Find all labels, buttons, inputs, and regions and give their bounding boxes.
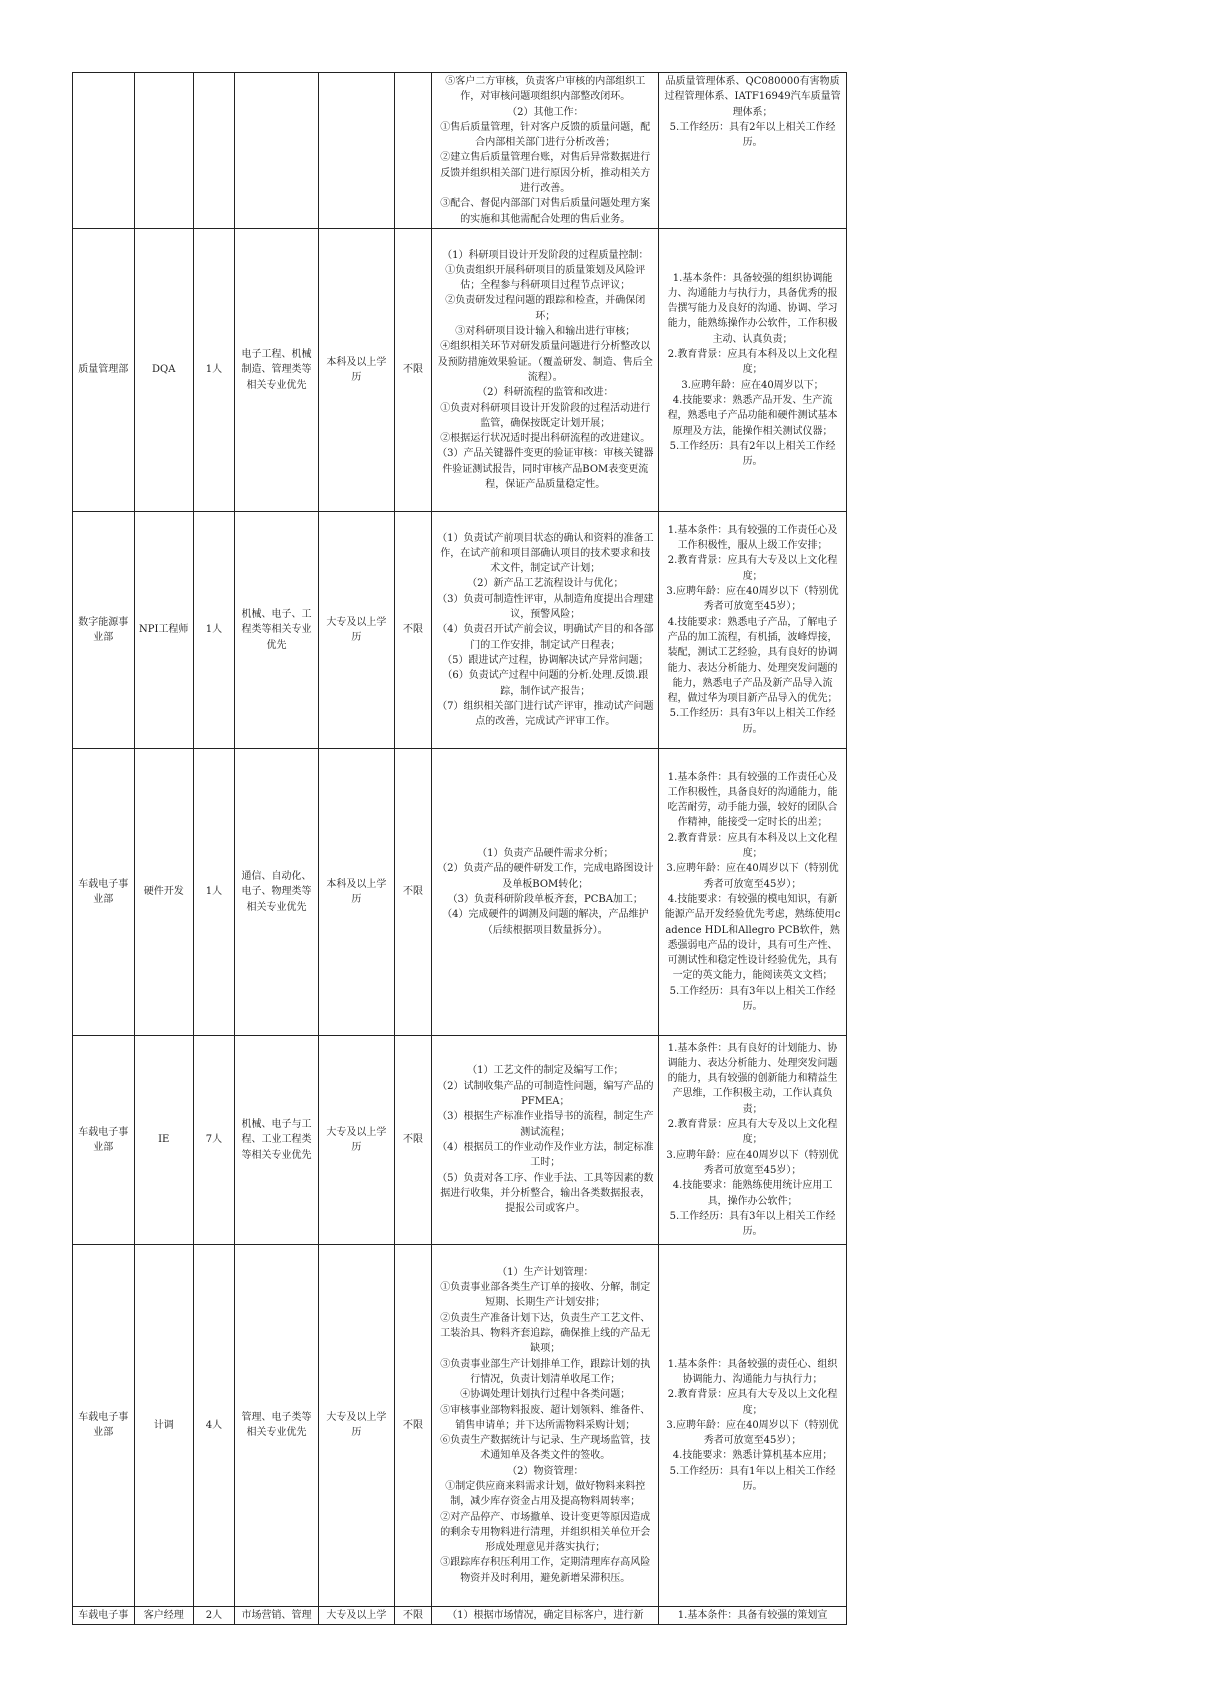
education-cell: 本科及以上学历 [319,748,395,1035]
age-cell: 不限 [394,1606,432,1624]
position-cell: 硬件开发 [134,748,193,1035]
duty-line: （1）科研项目设计开发阶段的过程质量控制： [442,249,649,261]
dept-cell: 数字能源事业部 [73,511,135,748]
requirement-line: 5.工作经历：具有2年以上相关工作经历。 [669,121,836,149]
duty-line: （2）科研流程的监管和改进： [477,387,614,399]
requirements-cell [659,73,847,229]
major-cell: 通信、自动化、电子、物理类等相关专业优先 [234,748,318,1035]
duty-line: ③对科研项目设计输入和输出进行审核； [455,326,636,338]
duty-line: ④协调处理计划执行过程中各类问题； [460,1389,631,1401]
requirements-cell [659,228,847,511]
table-row [73,1606,847,1624]
headcount-cell: 7人 [193,1035,234,1244]
duty-line: （3）根据生产标准作业指导书的流程，制定生产测试流程； [437,1111,654,1138]
major-cell: 机械、电子与工程、工业工程类等相关专业优先 [234,1035,318,1244]
requirement-line: 5.工作经历：具有3年以上相关工作经历。 [669,985,836,1013]
duty-line: ③配合、督促内部部门对售后质量问题处理方案的实施和其他需配合处理的售后业务。 [440,198,651,225]
position-cell: DQA [134,228,193,511]
duty-line: ⑤审核事业部物料报废、超计划领料、维备件、销售申请单；并下达所需物料采购计划； [440,1404,651,1431]
duty-line: ②负责生产准备计划下达，负责生产工艺文件、工装治具、物料齐套追踪，确保推上线的产品无缺项； [440,1312,651,1355]
requirement-line: 品质量管理体系、QC080000有害物质过程管理体系、IATF16949汽车质量管理体系； [664,76,841,118]
duty-line: ②负责研发过程问题的跟踪和检查，并确保闭环； [445,295,646,322]
requirement-line: 3.应聘年龄：应在40周岁以下（特别优秀者可放宽至45岁）； [666,863,839,890]
age-cell: 不限 [394,511,432,748]
requirement-line: 1.基本条件：具有较强的工作责任心及工作积极性，服从上级工作安排； [667,524,838,552]
dept-cell: 车载电子事业部 [73,1035,135,1244]
requirements-cell [659,511,847,748]
education-cell: 大专及以上学 [319,1606,395,1624]
headcount-cell [193,73,234,229]
headcount-cell: 4人 [193,1244,234,1606]
education-cell: 大专及以上学历 [319,511,395,748]
requirement-line: 2.教育背景：应具有本科及以上文化程度； [667,832,838,860]
position-cell: 计调 [134,1244,193,1606]
duty-line: （4）根据员工的作业动作及作业方法，制定标准工时； [437,1141,654,1169]
duty-line: （3）负责科研阶段单板齐套，PCBA加工； [447,893,643,905]
table-row [73,748,847,1035]
position-cell [134,73,193,229]
duty-line: （6）负责试产过程中问题的分析.处理.反馈.跟踪，制作试产报告； [442,670,649,697]
headcount-cell: 1人 [193,228,234,511]
requirements-cell [659,1244,847,1606]
requirement-line: 5.工作经历：具有3年以上相关工作经历。 [669,708,836,735]
requirement-line: 5.工作经历：具有2年以上相关工作经历。 [669,440,836,468]
table-row [73,73,847,229]
duty-line: ②建立售后质量管理台账，对售后异常数据进行反馈并组织相关部门进行原因分析，推动相关方进行改善。 [440,152,651,195]
duty-line: （4）完成硬件的调测及问题的解决，产品维护（后续根据项目数量拆分）。 [442,909,649,936]
table-row [73,511,847,748]
duty-line: （7）组织相关部门进行试产评审，推动试产问题点的改善，完成试产评审工作。 [437,700,654,728]
duty-line: ①负责组织开展科研项目的质量策划及风险评估；全程参与科研项目过程节点评议； [445,264,646,292]
duty-line: ④组织相关环节对研发质量问题进行分析整改以及预防措施效果验证。（覆盖研发、制造、售后全流程）。 [437,341,653,383]
dept-cell: 车载电子事 [73,1606,135,1624]
duty-line: ①制定供应商来料需求计划，做好物料来料控制，减少库存资金占用及提高物料周转率； [445,1481,646,1508]
table-row [73,228,847,511]
age-cell: 不限 [394,748,432,1035]
requirement-line: 3.应聘年龄：应在40周岁以下（特别优秀者可放宽至45岁）； [666,1149,839,1176]
position-cell: 客户经理 [134,1606,193,1624]
duties-cell [432,511,659,748]
requirement-line: 4.技能要求：熟悉计算机基本应用； [672,1450,833,1462]
requirement-line: 5.工作经历：具有3年以上相关工作经历。 [669,1210,836,1238]
requirement-line: 2.教育背景：应具有大专及以上文化程度； [667,1119,838,1146]
duty-line: （2）物资管理： [507,1465,584,1477]
duty-line: （1）负责产品硬件需求分析； [477,848,614,860]
duties-cell [432,1244,659,1606]
requirements-cell [659,1035,847,1244]
dept-cell: 车载电子事业部 [73,748,135,1035]
education-cell [319,73,395,229]
duty-line: （4）负责召开试产前会议，明确试产目的和各部门的工作安排，制定试产日程表； [437,624,654,651]
requirement-line: 4.技能要求：能熟练使用统计应用工具，操作办公软件； [672,1180,833,1207]
requirement-line: 3.应聘年龄：应在40周岁以下（特别优秀者可放宽至45岁）； [666,1419,839,1447]
duty-line: ⑤客户二方审核，负责客户审核的内部组织工作，对审核问题项组织内部整改闭环。 [445,76,646,103]
duty-line: （1）工艺文件的制定及编写工作； [467,1065,624,1077]
requirement-line: 3.应聘年龄：应在40周岁以下； [681,379,824,391]
requirement-line: 1.基本条件：具备有较强的策划宣 [677,1609,828,1621]
requirement-line: 3.应聘年龄：应在40周岁以下（特别优秀者可放宽至45岁）； [666,586,839,613]
requirements-cell [659,1606,847,1624]
major-cell: 管理、电子类等相关专业优先 [234,1244,318,1606]
duty-line: （2）负责产品的硬件研发工作，完成电路图设计及单板BOM转化； [437,863,654,890]
age-cell [394,73,432,229]
duty-line: ②根据运行状况适时提出科研流程的改进建议。 [440,433,651,445]
requirement-line: 1.基本条件：具备较强的责任心、组织协调能力、沟通能力与执行力； [667,1358,838,1385]
duty-line: ②对产品停产、市场撤单、设计变更等原因造成的剩余专用物料进行清理，并组织相关单位开会形成处理意见并落实执行； [440,1511,651,1554]
requirement-line: 4.技能要求：熟悉产品开发、生产流程，熟悉电子产品功能和硬件测试基本原理及方法，能操作相关测试仪器； [667,394,838,437]
dept-cell [73,73,135,229]
duty-line: ③负责事业部生产计划排单工作，跟踪计划的执行情况，负责计划清单收尾工作； [440,1358,651,1385]
major-cell: 电子工程、机械制造、管理类等相关专业优先 [234,228,318,511]
duty-line: （1）根据市场情况，确定目标客户，进行新 [447,1609,644,1621]
duties-cell [432,228,659,511]
duty-line: （2）其他工作： [507,106,584,118]
requirements-cell [659,748,847,1035]
duty-line: ①售后质量管理，针对客户反馈的质量问题，配合内部相关部门进行分析改善； [440,121,651,149]
duties-cell [432,1035,659,1244]
duties-cell [432,73,659,229]
duty-line: （1）生产计划管理： [497,1266,594,1278]
duty-line: ①负责事业部各类生产订单的接收、分解，制定短期、长期生产计划安排； [440,1282,651,1309]
education-cell: 本科及以上学历 [319,228,395,511]
major-cell: 市场营销、管理 [234,1606,318,1624]
requirement-line: 1.基本条件：具有较强的工作责任心及工作积极性，具备良好的沟通能力，能吃苦耐劳，动手能力强，较好的团队合作精神，能接受一定时长的出差； [667,771,838,829]
requirement-line: 1.基本条件：具有良好的计划能力、协调能力、表达分析能力、处理突发问题的能力，具有较强的创新能力和精益生产思维，工作积极主动，工作认真负责； [667,1042,838,1115]
requirement-line: 2.教育背景：应具有本科及以上文化程度； [667,349,838,376]
age-cell: 不限 [394,228,432,511]
dept-cell: 车载电子事业部 [73,1244,135,1606]
table-row [73,1244,847,1606]
requirement-line: 4.技能要求：熟悉电子产品，了解电子产品的加工流程，有机插，波峰焊接，装配，测试工艺经验，具有良好的协调能力、表达分析能力、处理突发问题的能力，熟悉电子产品及新产品导入流程，做过华为项目新产品导入的优先； [667,616,838,705]
duty-line: ③跟踪库存积压利用工作，定期清理库存高风险物资并及时利用，避免新增呆滞积压。 [440,1557,651,1584]
requirement-line: 1.基本条件：具备较强的组织协调能力、沟通能力与执行力，具备优秀的报告撰写能力及良好的沟通、协调、学习能力，能熟练操作办公软件，工作积极主动、认真负责； [667,272,838,345]
duty-line: （5）跟进试产过程，协调解决试产异常问题； [442,654,649,666]
duty-line: （3）负责可制造性评审，从制造角度提出合理建议，预警风险； [437,593,654,621]
major-cell [234,73,318,229]
age-cell: 不限 [394,1035,432,1244]
duty-line: （1）负责试产前项目状态的确认和资料的准备工作，在试产前和项目部确认项目的技术要求和技术文件，制定试产计划； [437,532,654,575]
education-cell: 大专及以上学历 [319,1244,395,1606]
requirement-line: 4.技能要求：有较强的模电知识，有新能源产品开发经验优先考虑，熟练使用cadence HDL和Allegro PCB软件，熟悉强弱电产品的设计，具有可生产性、可测试性和稳定性设计经验优先，具有一定的英文能力，能阅读英文文档； [664,893,841,982]
duties-cell [432,1606,659,1624]
duty-line: （2）新产品工艺流程设计与优化； [467,578,624,590]
duty-line: （5）负责对各工序、作业手法、工具等因素的数据进行收集，并分析整合，输出各类数据报表，提报公司或客户。 [437,1172,654,1215]
position-cell: IE [134,1035,193,1244]
headcount-cell: 1人 [193,748,234,1035]
education-cell: 大专及以上学历 [319,1035,395,1244]
duty-line: ⑥负责生产数据统计与记录、生产现场监管，技术通知单及各类文件的签收。 [440,1435,651,1462]
requirement-line: 2.教育背景：应具有大专及以上文化程度； [667,1389,838,1416]
requirement-line: 5.工作经历：具有1年以上相关工作经历。 [669,1465,836,1492]
duty-line: ①负责对科研项目设计开发阶段的过程活动进行监管，确保按既定计划开展； [440,402,651,429]
dept-cell: 质量管理部 [73,228,135,511]
headcount-cell: 2人 [193,1606,234,1624]
table-row [73,1035,847,1244]
age-cell: 不限 [394,1244,432,1606]
major-cell: 机械、电子、工程类等相关专业优先 [234,511,318,748]
recruitment-table [72,72,847,1625]
headcount-cell: 1人 [193,511,234,748]
requirement-line: 2.教育背景：应具有大专及以上文化程度； [667,555,838,582]
position-cell: NPI工程师 [134,511,193,748]
duty-line: （2）试制收集产品的可制造性问题，编写产品的PFMEA； [437,1080,654,1108]
duties-cell [432,748,659,1035]
duty-line: （3）产品关键器件变更的验证审核：审核关键器件验证测试报告，同时审核产品BOM表变更流程，保证产品质量稳定性。 [437,448,654,491]
